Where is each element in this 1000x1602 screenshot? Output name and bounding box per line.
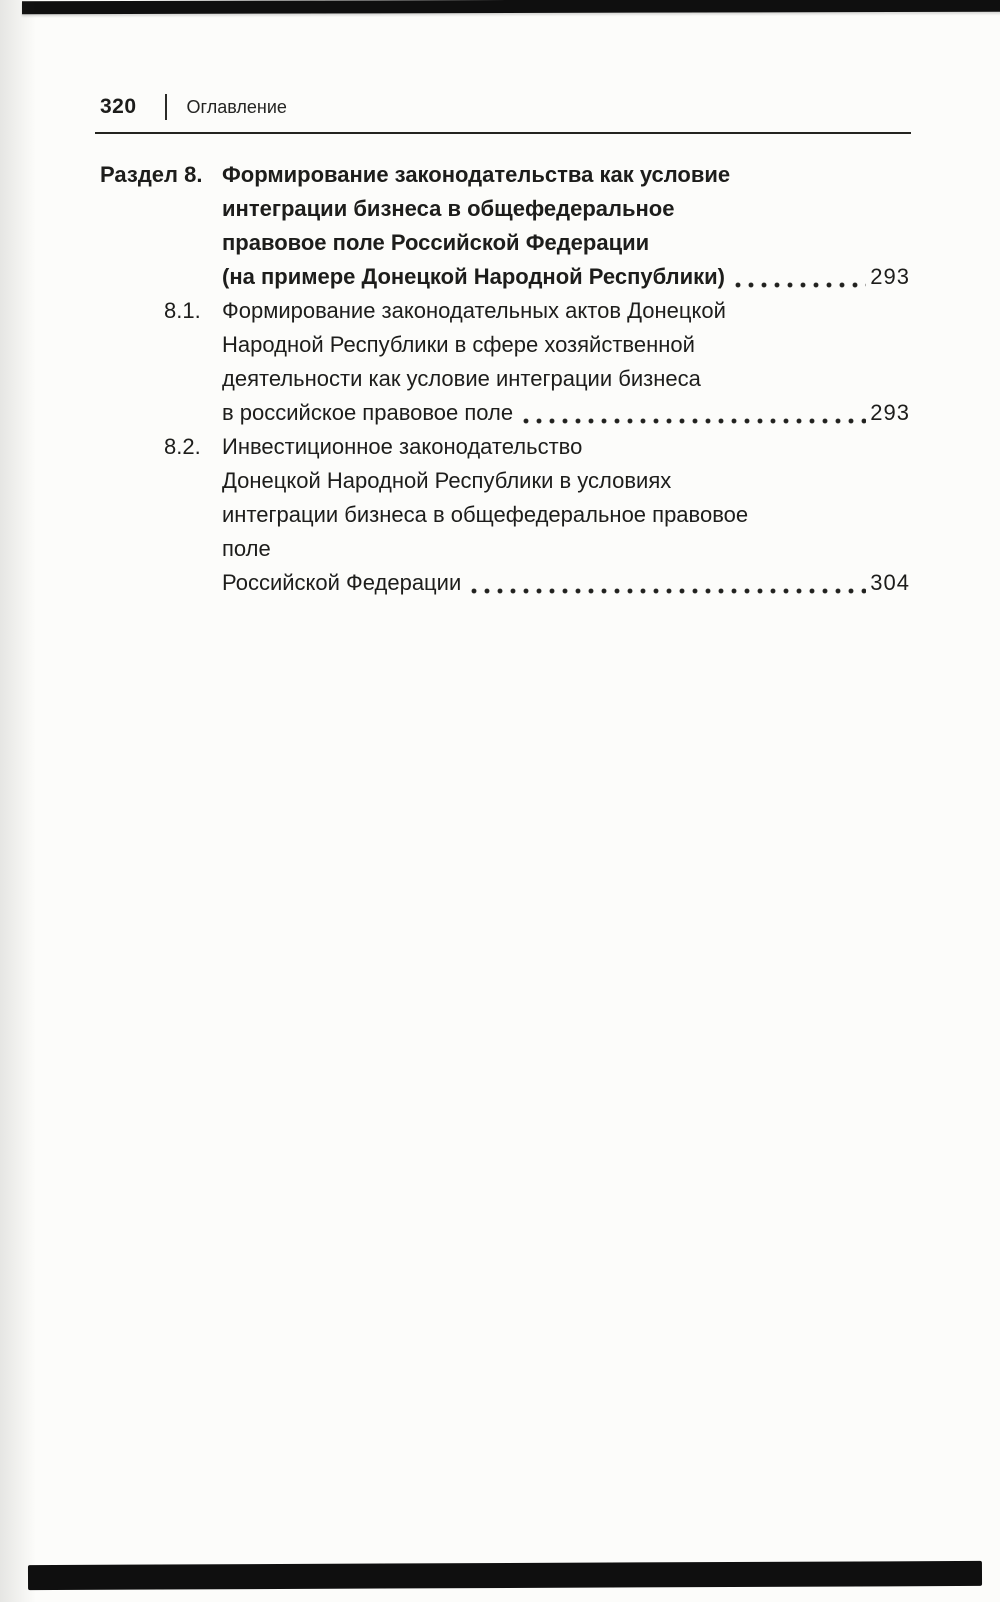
header-rule bbox=[95, 132, 911, 134]
toc-entry-line: Российской Федерации bbox=[222, 570, 462, 595]
toc-entry-line: (на примере Донецкой Народной Республики) bbox=[222, 264, 726, 289]
toc-page-ref: 293 bbox=[870, 400, 910, 425]
toc-entry-line: правовое поле Российской Федерации bbox=[222, 230, 650, 255]
toc-entry-line: в российское правовое поле bbox=[222, 400, 514, 425]
dot-leader bbox=[735, 282, 866, 288]
toc-entry-body bbox=[222, 430, 910, 600]
toc-entry-line: Инвестиционное законодательство bbox=[222, 434, 583, 459]
dot-leader bbox=[471, 588, 866, 594]
toc-entry-last-line bbox=[222, 260, 910, 294]
toc-entry-body bbox=[222, 294, 910, 430]
toc-page-ref: 293 bbox=[870, 264, 910, 289]
toc-entry-line: Народной Республики в сфере хозяйственной bbox=[222, 332, 695, 357]
toc-entry-line: интеграции бизнеса в общефедеральное bbox=[222, 196, 675, 221]
page-header bbox=[100, 94, 910, 120]
toc-entry-last-line bbox=[222, 396, 910, 430]
toc-entry-line: Формирование законодательных актов Донецкой bbox=[222, 298, 726, 323]
toc-entry-label: 8.1. bbox=[164, 298, 201, 323]
toc-entry-label: Раздел 8. bbox=[100, 162, 203, 187]
toc-entry-body bbox=[222, 158, 910, 294]
table-of-contents bbox=[100, 158, 910, 600]
toc-entry-section-8 bbox=[100, 158, 910, 294]
dot-leader bbox=[523, 418, 866, 424]
toc-entry-line: Формирование законодательства как условие bbox=[222, 162, 731, 187]
toc-entry-line: поле bbox=[222, 536, 271, 561]
running-head: Оглавление bbox=[186, 96, 287, 117]
toc-entry-8-1 bbox=[100, 294, 910, 430]
toc-entry-label: 8.2. bbox=[164, 434, 201, 459]
toc-entry-8-2 bbox=[100, 430, 910, 600]
header-divider bbox=[165, 94, 167, 120]
page-content bbox=[0, 0, 1000, 600]
toc-entry-line: Донецкой Народной Республики в условиях bbox=[222, 468, 672, 493]
toc-page-ref: 304 bbox=[870, 570, 910, 595]
page-number: 320 bbox=[100, 95, 137, 118]
scan-artifact-bottom-bar bbox=[28, 1561, 982, 1590]
toc-entry-last-line bbox=[222, 566, 910, 600]
toc-entry-line: интеграции бизнеса в общефедеральное правовое bbox=[222, 502, 749, 527]
toc-entry-line: деятельности как условие интеграции бизнеса bbox=[222, 366, 701, 391]
